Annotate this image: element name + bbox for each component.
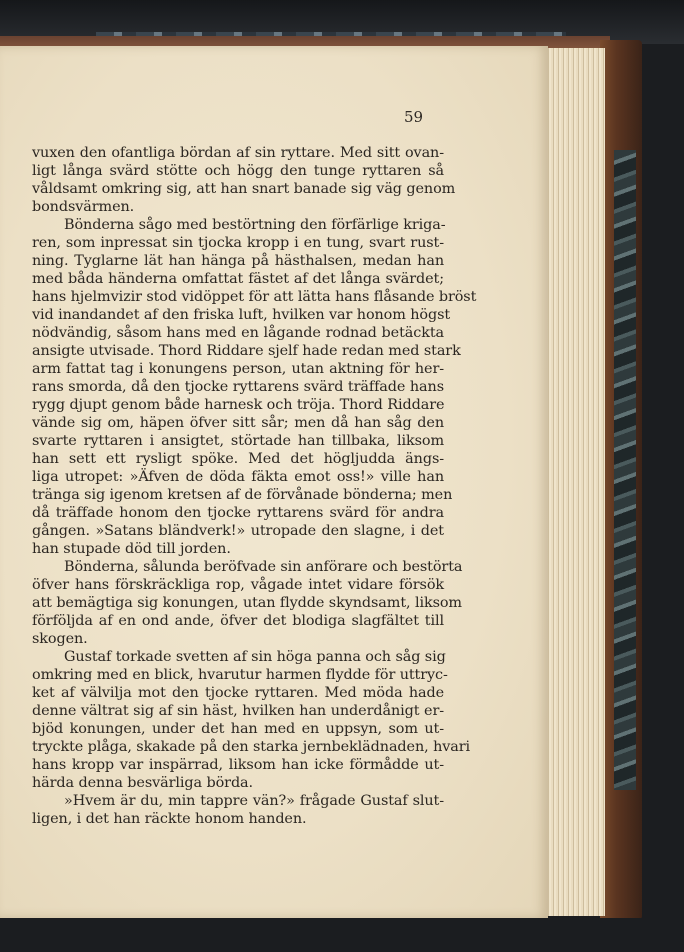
- text-line: ket af välvilja mot den tjocke ryttaren. Med möda hade: [32, 685, 444, 701]
- text-line: tränga sig igenom kretsen af de förvånade bönderna; men: [32, 487, 453, 503]
- text-line: ren, som inpressat sin tjocka kropp i en tung, svart rust-: [32, 235, 444, 251]
- text-line: Bönderna sågo med bestörtning den förfärlige kriga-: [64, 217, 446, 233]
- text-line: öfver hans förskräckliga rop, vågade intet vidare försök: [32, 577, 444, 593]
- text-line: nödvändig, såsom hans med en lågande rodnad betäckta: [32, 325, 444, 341]
- text-line: ligt långa svärd stötte och högg den tunge ryttaren så: [32, 163, 444, 179]
- text-line: härda denna besvärliga börda.: [32, 775, 254, 791]
- text-line: tryckte plåga, skakade på den starka jernbeklädnaden, hvari: [32, 739, 471, 755]
- text-line: bjöd konungen, under det han med en uppsyn, som ut-: [32, 721, 444, 737]
- text-line: bondsvärmen.: [32, 199, 135, 215]
- text-line: arm fattat tag i konungens person, utan aktning för her-: [32, 361, 444, 377]
- text-line: svarte ryttaren i ansigtet, störtade han tillbaka, liksom: [32, 433, 444, 449]
- text-line: då träffade honom den tjocke ryttarens svärd för andra: [32, 505, 444, 521]
- text-line: hans kropp var inspärrad, liksom han icke förmådde ut-: [32, 757, 444, 773]
- text-line: han stupade död till jorden.: [32, 541, 231, 557]
- text-line: han sett ett rysligt spöke. Med det högljudda ängs-: [32, 451, 444, 467]
- text-line: förföljda af en ond ande, öfver det blodiga slagfältet till: [32, 613, 444, 629]
- text-line: rygg djupt genom både harnesk och tröja. Thord Riddare: [32, 397, 445, 413]
- text-line: med båda händerna omfattat fästet af det långa svärdet;: [32, 271, 444, 287]
- page-number: 59: [404, 108, 424, 126]
- text-line: hans hjelmvizir stod vidöppet för att lätta hans flåsande bröst: [32, 289, 477, 305]
- text-line: vid inandandet af den friska luft, hvilken var honom högst: [32, 307, 451, 323]
- text-line: att bemägtiga sig konungen, utan flydde skyndsamt, liksom: [32, 595, 462, 611]
- body-text: [32, 144, 477, 828]
- photo-background-bottom: [0, 918, 684, 952]
- text-line: Gustaf torkade svetten af sin höga panna och såg sig: [64, 649, 446, 665]
- text-line: rans smorda, då den tjocke ryttarens svärd träffade hans: [32, 379, 444, 395]
- text-line: liga utropet: »Äfven de döda fäkta emot oss!» ville han: [32, 469, 444, 485]
- text-line: vände sig om, häpen öfver sitt sår; men då han såg den: [32, 415, 444, 431]
- text-line: ligen, i det han räckte honom handen.: [32, 811, 307, 827]
- text-line: ansigte utvisade. Thord Riddare sjelf hade redan med stark: [32, 343, 461, 359]
- text-line: Bönderna, sålunda beröfvade sin anförare och bestörta: [64, 559, 463, 575]
- text-line: gången. »Satans bländverk!» utropade den slagne, i det: [32, 523, 444, 539]
- text-line: ning. Tyglarne lät han hänga på hästhalsen, medan han: [32, 253, 444, 269]
- text-line: denne vältrat sig af sin häst, hvilken han underdånigt er-: [32, 703, 444, 719]
- page-edges: [540, 48, 605, 916]
- marbled-endpaper: [614, 150, 636, 790]
- text-line: omkring med en blick, hvarutur harmen flydde för uttryc-: [32, 667, 448, 683]
- text-line: »Hvem är du, min tappre vän?» frågade Gustaf slut-: [64, 793, 444, 809]
- text-line: skogen.: [32, 631, 88, 647]
- text-line: våldsamt omkring sig, att han snart banade sig väg genom: [32, 181, 456, 197]
- text-line: vuxen den ofantliga bördan af sin ryttare. Med sitt ovan-: [32, 145, 444, 161]
